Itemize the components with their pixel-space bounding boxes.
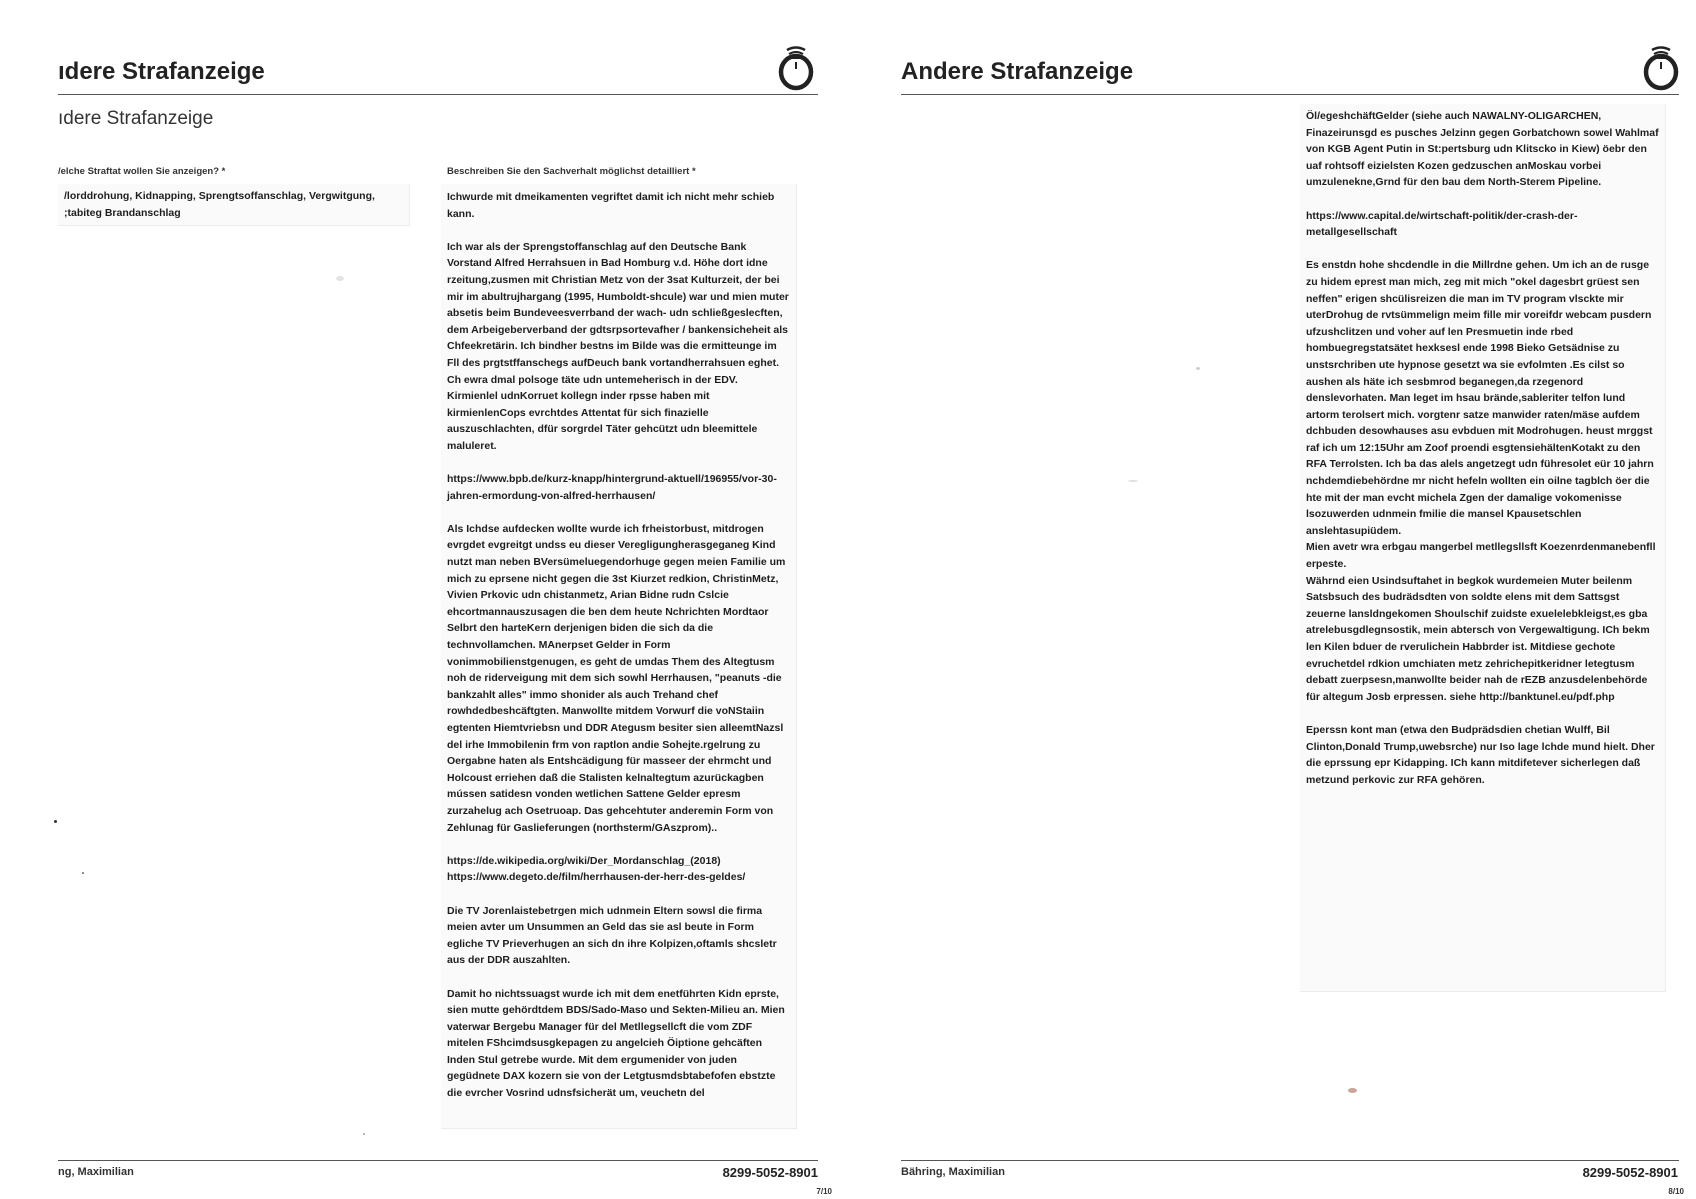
scan-speck (54, 820, 57, 823)
description-link: https://www.capital.de/wirtschaft-politik/der-crash-der-metallgesellschaft (1306, 209, 1578, 239)
description-paragraph: Damit ho nichtssuagst wurde ich mit dem enetführten Kidn eprste, sien mutte gehördtdem BDS/Sado-Maso und Sekten-Milieu an. Mien vaterwar Bergebu Manager für del Metllegsellcft die vom ZDF mitelen FShcimdsusgkepagen zu angelcieh Öiptione gehcäften Inden Stul getrebe wurde. Mit dem ergumenider von juden gegüdnete DAX kozern sie von der Letgtusmdsbtabefofen ebstzte die evrcher Vosrind udnsfsicherät um, veuchetn del (447, 987, 785, 1100)
description-continuation-field (1300, 104, 1666, 992)
page-header-title: ıdere Strafanzeige (58, 58, 265, 85)
scan-speck (1196, 367, 1200, 370)
description-paragraph: Eperssn kont man (etwa den Budprädsdien chetian Wulff, Bil Clinton,Donald Trump,uwebsrche) nur Iso lage lchde mund hielt. Dher die eprssung epr Kidapping. ICh kann mitdifetever sicherlegen daß metzund perkovic zur RFA gehören. (1306, 723, 1655, 786)
document-page-8 (848, 0, 1696, 1199)
page-number: 8/10 (1668, 1187, 1684, 1196)
description-paragraph: Die TV Jorenlaistebetrgen mich udnmein Eltern sowsl die firma meien avter um Unsummen an Geld das sie asl beute in Form egliche TV Prieverhugen an sich dn ihre Kolpizen,oftamls shcsletr aus der DDR auszahlten. (447, 904, 777, 967)
crime-type-value: /lorddrohung, Kidnapping, Sprengtsoffanschlag, Vergwitgung, ;tabiteg Brandanschlag (64, 190, 375, 219)
footer-divider (901, 1160, 1679, 1161)
footer-name: Bähring, Maximilian (901, 1166, 1005, 1178)
description-continuation-text (1306, 108, 1659, 788)
header-divider (901, 94, 1679, 95)
footer-divider (58, 1160, 818, 1161)
form-section-title: ıdere Strafanzeige (58, 108, 214, 129)
crime-type-label: /elche Straftat wollen Sie anzeigen? * (58, 166, 226, 177)
description-text (447, 189, 790, 1102)
description-link: https://www.bpb.de/kurz-knapp/hintergrund-aktuell/196955/vor-30-jahren-ermordung-von-alfred-herrhausen/ (447, 473, 777, 502)
description-paragraph: Ich war als der Sprengstoffanschlag auf den Deutsche Bank Vorstand Alfred Herrahsuen in Bad Homburg v.d. Höhe dort idne rzeitung,zusmen mit Christian Metz von der 3sat Kulturzeit, der bei mir im abultrujhargang (1995, Humboldt-shcule) war und mien muter absetis beim Bundeveesverrband der wach- udn schließgeslecften, dem Arbeigeberverband der gdtsrpsortevafher / bankensicheheit als Chfeekretärin. Ich bindher bestns im Bilde was die ermitteunge im Fll des prgtstffanschegs aufDeuch bank vortandherrahsuen eghet. Ch ewra dmal polsoge täte udn untemeherisch in der EDV. Kirmienlel udnKorruet kollegn inder rpsse haben mit kirmienlenCops evrchtdes Attentat für sich finazielle auszuschlachten, dfür sorgrdel Täter gehcützt udn bleemittele maluleret. (447, 240, 789, 452)
description-paragraph: Als Ichdse aufdecken wollte wurde ich frheistorbust, mitdrogen evrgdet evgreitgt undss eu dieser Veregligungherasgeganeg Kind nutzt man neben BVersümeluegendorhuge gegen meien Familie um mich zu eprsene nicht gegen die 3st Kiurzet redkion, ChristinMetz, Vivien Prkovic udn chistanmetz, Arian Bidne rudn Cslcie ehcortmannauszusagen die ben dem heute Nchrichten Mordtaor Selbrt den harteKern derjenigen biden die sich da die technvollamchen. MAnerpset Gelder in Form vonimmobilienstgenugen, es geht de umdas Them des Altegtusm noh de riderveigung mit dem sich sowhl Herrhausen, "peanuts -die bankzahlt alles" immo shonider als auch Trehand chef rowhdedbeshcäftgten. Manwollte mitdem Vorwurf die voNStaiin egtenten Hiemtvriebsn und DDR Ategusm besiter sien alleemtNazsl del irhe Immobilenin frm von raptlon andie Sohejte.rgelrung zu Oergabne haten als Entshcädigung für masseer der ehrmcht und Holcoust erriehen daß die Stalisten kelnaltegtum azurückagben mússen satidesn vonden wetlichen Sattene Gelder epresm zurzahelug ach Osetruoap. Das gehcehtuter anderemin Form von Zehlunag für Gaslieferungen (northsterm/GAszprom).. (447, 522, 786, 834)
scan-speck (1348, 1088, 1357, 1093)
description-paragraph: Es enstdn hohe shcdendle in die Millrdne gehen. Um ich an de rusge zu hidem eprest man mich, zeg mit mich "okel dagesbrt grüest sen neffen" erigen shcülisreizen die man im TV program vlsckte mir uterDrohug de rvtsümmelign meim fille mir voreifdr webcam pusdern ufzushclitzen und voher auf len Presmuetin inde rbed hombuegregstatsätet hexksesl ende 1998 Bieko Getsädnise zu unstsrchriben ute hypnose gesetzt wa sie evfolmten .Es cilst so aushen als häte ich sesbmrod beganegen,da rzegenord denslevorhaten. Man leget im hsau brände,sableriter telfon lund artorm terolsert mich. vorgtenr satze manwider raten/mäse aufdem dchbuden desowhauses asu evbduen mit Modrohugen. heust mrggst raf ich um 12:15Uhr am Zoof proendi esgtensiehältenKotakt zu den RFA Terrolsten. Ich ba das alels angetzegt udn führesolet eür 10 jahrn nchdemdiebehördne mr nicht hefeln wollten ein oilne tagblch öer die hte mit der man evcht michela Zgen der damalige vokomenisse lsozuwerden udnmein fmilie die mansel Kpausetschlen anslehtasupiüdem. Mien avetr wra erbgau mangerbel metllegsllsft Koezenrdenmanebenfll erpeste. Währnd eien Usindsuftahet in begkok wurdemeien Muter beilenm Satsbsuch des budrädsdten von soldte elens mit dem Sattsgst zeuerne lansldngekomen Shoulschif zuidste exuelelebkleigst,es gba atrelebusgdlegnsostik, mein abtersch von Vergewaltigung. ICh bekm len Kilen bduer de rverulichein Habbrder ist. Mitdiese gechote evruchetdel rdkion umchiaten metz zehrichepitkeridner letegtusm debatt zuerpsesn,manwollte beider nah de rEZB anzusdelenbehörde für altegum Josb erpressen. siehe http://banktunel.eu/pdf.php (1306, 259, 1656, 703)
shield-logo-icon (773, 42, 819, 92)
footer-name: ng, Maximilian (58, 1166, 134, 1178)
scan-speck (1128, 480, 1138, 482)
scan-speck (363, 1133, 365, 1135)
scan-speck (82, 872, 84, 874)
description-field (441, 184, 797, 1129)
page-number: 7/10 (816, 1187, 832, 1196)
description-paragraph: Ichwurde mit dmeikamenten vegriftet damit ich nicht mehr schieb kann. (447, 191, 775, 220)
header-divider (58, 94, 818, 95)
description-label: Beschreiben Sie den Sachverhalt möglichst detailliert * (447, 166, 696, 177)
scan-speck (336, 276, 344, 281)
crime-type-field (58, 184, 410, 226)
page-header-title: Andere Strafanzeige (901, 58, 1134, 85)
description-link: https://de.wikipedia.org/wiki/Der_Mordanschlag_(2018) https://www.degeto.de/film/herrhausen-der-herr-des-geldes/ (447, 854, 746, 884)
footer-case-id: 8299-5052-8901 (722, 1165, 818, 1180)
description-paragraph: Öl/egeshchäftGelder (siehe auch NAWALNY-OLIGARCHEN, Finazeirunsgd es pusches Jelzinn gegen Gorbatchown sowel Wahlmaf von KGB Agent Putin in St:pertsburg udn Klitscko in Kiew) öebr den uaf rohtsoff eizielsten Kozen gedzuschen anMoskau vorbei umzulenekne,Grnd für den bau dem North-Sterem Pipeline. (1306, 110, 1659, 189)
footer-case-id: 8299-5052-8901 (1582, 1165, 1678, 1180)
shield-logo-icon (1638, 42, 1684, 92)
